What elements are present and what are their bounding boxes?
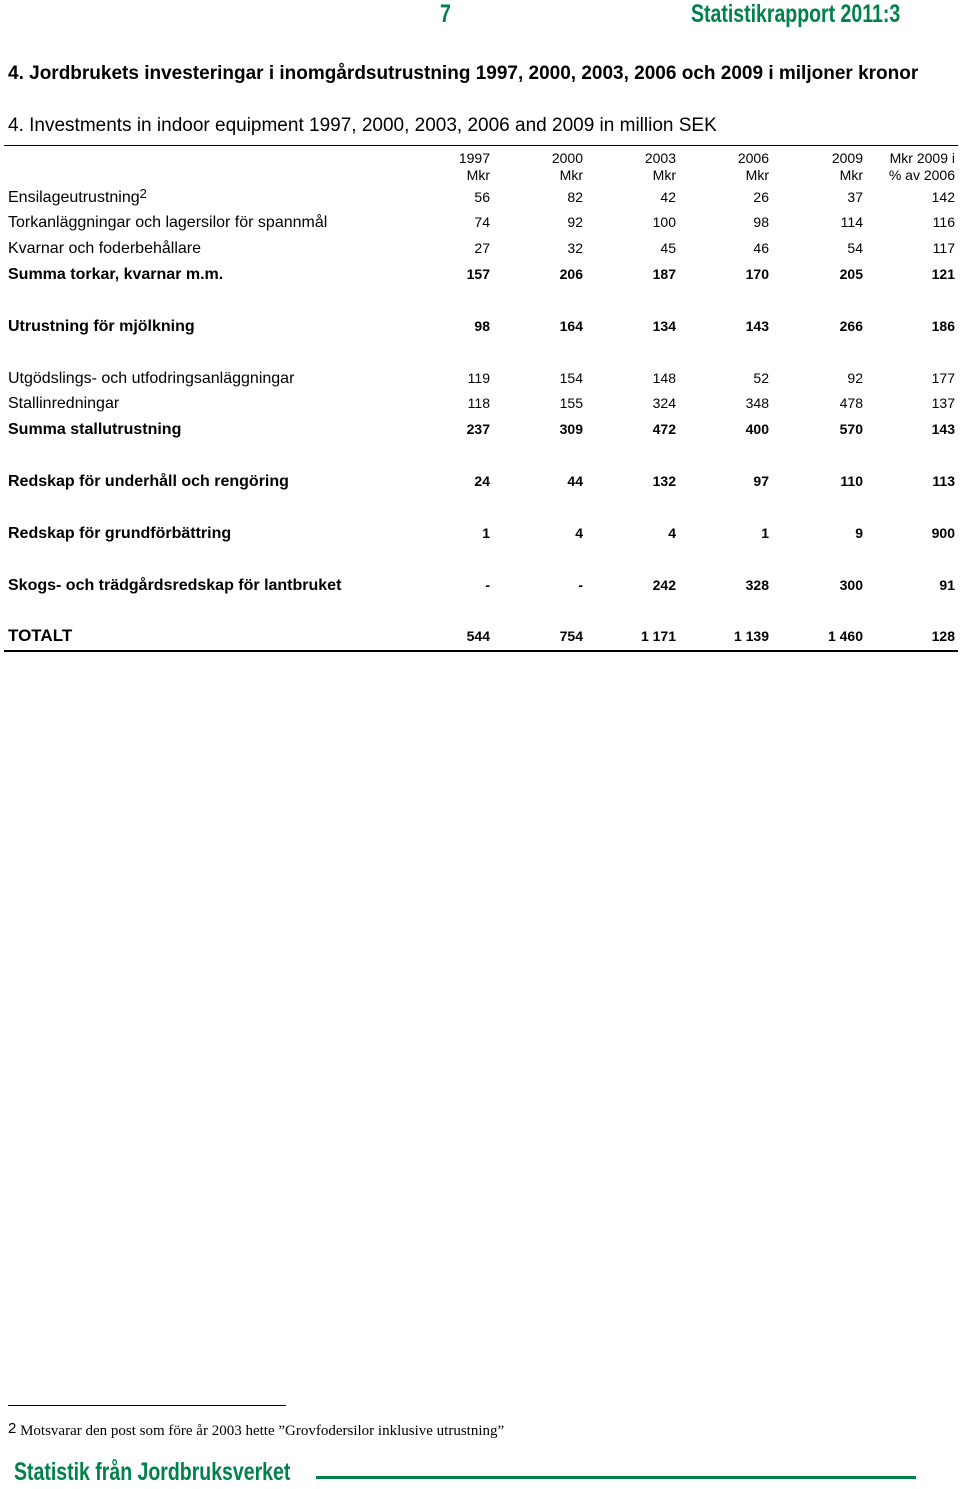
table-cell: 56 <box>474 189 490 205</box>
footnote-rule <box>8 1405 286 1406</box>
column-header-line1: 2000 <box>551 150 583 166</box>
page-header <box>0 0 960 34</box>
table-cell: 143 <box>745 318 769 334</box>
table-row <box>8 573 958 595</box>
row-label <box>8 473 289 491</box>
column-header-1997 <box>420 150 490 184</box>
row-footnote-mark: 2 <box>139 186 147 201</box>
row-label <box>8 214 327 232</box>
table-cell: 348 <box>745 395 769 411</box>
page-number: 7 <box>440 0 451 28</box>
table-cell: 164 <box>559 318 583 334</box>
table-cell: 44 <box>567 473 583 489</box>
table-cell: 98 <box>753 214 769 230</box>
table-cell: 74 <box>474 214 490 230</box>
table-cell: 900 <box>931 525 955 541</box>
report-name: Statistikrapport 2011:3 <box>690 0 900 28</box>
table-cell: 26 <box>753 189 769 205</box>
table-bottom-rule <box>4 650 958 652</box>
row-label-text: Stallinredningar <box>8 395 120 412</box>
table-cell: 116 <box>932 214 955 230</box>
row-label-text: Utgödslings- och utfodringsanläggningar <box>8 370 295 387</box>
column-header-line2: Mkr <box>559 167 583 183</box>
table-cell: 266 <box>839 318 863 334</box>
table-cell: 1 171 <box>640 628 676 644</box>
column-header-2006 <box>699 150 769 184</box>
row-label <box>8 577 341 595</box>
table-cell: 1 460 <box>827 628 863 644</box>
table-cell: 570 <box>839 421 863 437</box>
table-cell: 42 <box>660 189 676 205</box>
table-cell: 143 <box>931 421 955 437</box>
footnote <box>8 1420 504 1440</box>
table-title-swedish: 4. Jordbrukets investeringar i inomgårdsutrustning 1997, 2000, 2003, 2006 och 2009 i miljoner kronor <box>8 63 919 84</box>
table-row <box>8 366 958 388</box>
row-label <box>8 525 231 543</box>
table-cell: 92 <box>567 214 583 230</box>
footer-brand: Statistik från Jordbruksverket <box>14 1458 291 1486</box>
table-row <box>8 417 958 439</box>
table-cell: 4 <box>575 525 583 541</box>
row-label <box>8 186 147 207</box>
row-label-text: Kvarnar och foderbehållare <box>8 240 202 257</box>
column-header-2000 <box>513 150 583 184</box>
table-cell: 118 <box>467 395 490 411</box>
table-cell: 1 139 <box>733 628 769 644</box>
table-row <box>8 262 958 284</box>
table-cell: 142 <box>931 189 955 205</box>
table-cell: 154 <box>559 370 583 386</box>
row-label-text: Ensilageutrustning <box>8 189 140 206</box>
table-row <box>8 521 958 543</box>
row-label <box>8 395 119 413</box>
table-cell: 155 <box>559 395 583 411</box>
table-cell: 478 <box>839 395 863 411</box>
column-header-line1: 2003 <box>644 150 676 166</box>
table-cell: 9 <box>855 525 863 541</box>
table-cell: - <box>578 577 583 593</box>
row-label-text: Torkanläggningar och lagersilor för spannmål <box>8 214 328 231</box>
table-cell: - <box>485 577 490 593</box>
table-cell: 1 <box>482 525 490 541</box>
table-cell: 148 <box>652 370 676 386</box>
table-cell: 4 <box>668 525 676 541</box>
table-cell: 114 <box>840 214 863 230</box>
table-cell: 27 <box>474 240 490 256</box>
table-row <box>8 314 958 336</box>
table-cell: 544 <box>466 628 490 644</box>
column-header-line2: % av 2006 <box>888 167 955 183</box>
table-top-rule <box>4 145 958 146</box>
row-label <box>8 266 223 284</box>
row-label <box>8 318 195 336</box>
column-header-2009 <box>793 150 863 184</box>
row-label-text: Summa torkar, kvarnar m.m. <box>8 266 224 283</box>
table-cell: 97 <box>753 473 769 489</box>
table-cell: 400 <box>745 421 769 437</box>
table-cell: 1 <box>761 525 769 541</box>
table-row <box>8 469 958 491</box>
row-label <box>8 240 201 258</box>
column-header-percent <box>855 150 955 184</box>
table-cell: 45 <box>660 240 676 256</box>
table-cell: 121 <box>931 266 955 282</box>
table-cell: 128 <box>931 628 955 644</box>
table-cell: 91 <box>939 577 955 593</box>
table-cell: 100 <box>652 214 676 230</box>
table-row <box>8 624 958 646</box>
table-cell: 237 <box>466 421 490 437</box>
table-cell: 324 <box>652 395 676 411</box>
table-cell: 117 <box>932 240 955 256</box>
table-cell: 328 <box>745 577 769 593</box>
table-cell: 132 <box>652 473 676 489</box>
table-cell: 754 <box>559 628 583 644</box>
table-title-english: 4. Investments in indoor equipment 1997, 2000, 2003, 2006 and 2009 in million SEK <box>8 115 717 136</box>
table-row <box>8 210 958 232</box>
table-cell: 170 <box>745 266 769 282</box>
table-row <box>8 391 958 413</box>
footer-line <box>316 1476 916 1479</box>
table-cell: 187 <box>652 266 676 282</box>
table-cell: 82 <box>567 189 583 205</box>
column-header-2003 <box>606 150 676 184</box>
table-cell: 134 <box>652 318 676 334</box>
row-label <box>8 421 181 439</box>
column-header-line1: 1997 <box>458 150 490 166</box>
table-cell: 205 <box>839 266 863 282</box>
column-header-line2: Mkr <box>652 167 676 183</box>
row-label-text: Skogs- och trädgårdsredskap för lantbruket <box>8 577 342 594</box>
row-label-text: TOTALT <box>8 626 73 645</box>
table-cell: 110 <box>840 473 863 489</box>
table-cell: 177 <box>931 370 955 386</box>
row-label-text: Redskap för underhåll och rengöring <box>8 473 289 490</box>
table-cell: 119 <box>467 370 490 386</box>
table-cell: 300 <box>839 577 863 593</box>
table-cell: 54 <box>847 240 863 256</box>
table-cell: 98 <box>474 318 490 334</box>
table-cell: 37 <box>847 189 863 205</box>
column-header-line2: Mkr <box>745 167 769 183</box>
column-header-line2: Mkr <box>466 167 490 183</box>
table-cell: 113 <box>932 473 955 489</box>
table-cell: 242 <box>652 577 676 593</box>
footnote-text: Motsvarar den post som före år 2003 hette ”Grovfodersilor inklusive utrustning” <box>20 1423 505 1439</box>
table-cell: 24 <box>474 473 490 489</box>
table-row <box>8 185 958 207</box>
table-cell: 309 <box>559 421 583 437</box>
table-cell: 157 <box>466 266 490 282</box>
table-cell: 137 <box>931 395 955 411</box>
table-cell: 472 <box>652 421 676 437</box>
row-label-text: Summa stallutrustning <box>8 421 182 438</box>
table-cell: 92 <box>847 370 863 386</box>
column-header-line2: Mkr <box>839 167 863 183</box>
row-label-text: Utrustning för mjölkning <box>8 318 195 335</box>
table-cell: 52 <box>753 370 769 386</box>
column-header-line1: Mkr 2009 i <box>889 150 955 166</box>
column-header-line1: 2006 <box>737 150 769 166</box>
table-cell: 46 <box>753 240 769 256</box>
row-label <box>8 370 294 388</box>
table-cell: 32 <box>567 240 583 256</box>
footnote-mark: 2 <box>8 1420 17 1437</box>
table-cell: 186 <box>931 318 955 334</box>
table-cell: 206 <box>559 266 583 282</box>
row-label <box>8 626 72 646</box>
column-header-line1: 2009 <box>831 150 863 166</box>
table-row <box>8 236 958 258</box>
row-label-text: Redskap för grundförbättring <box>8 525 232 542</box>
